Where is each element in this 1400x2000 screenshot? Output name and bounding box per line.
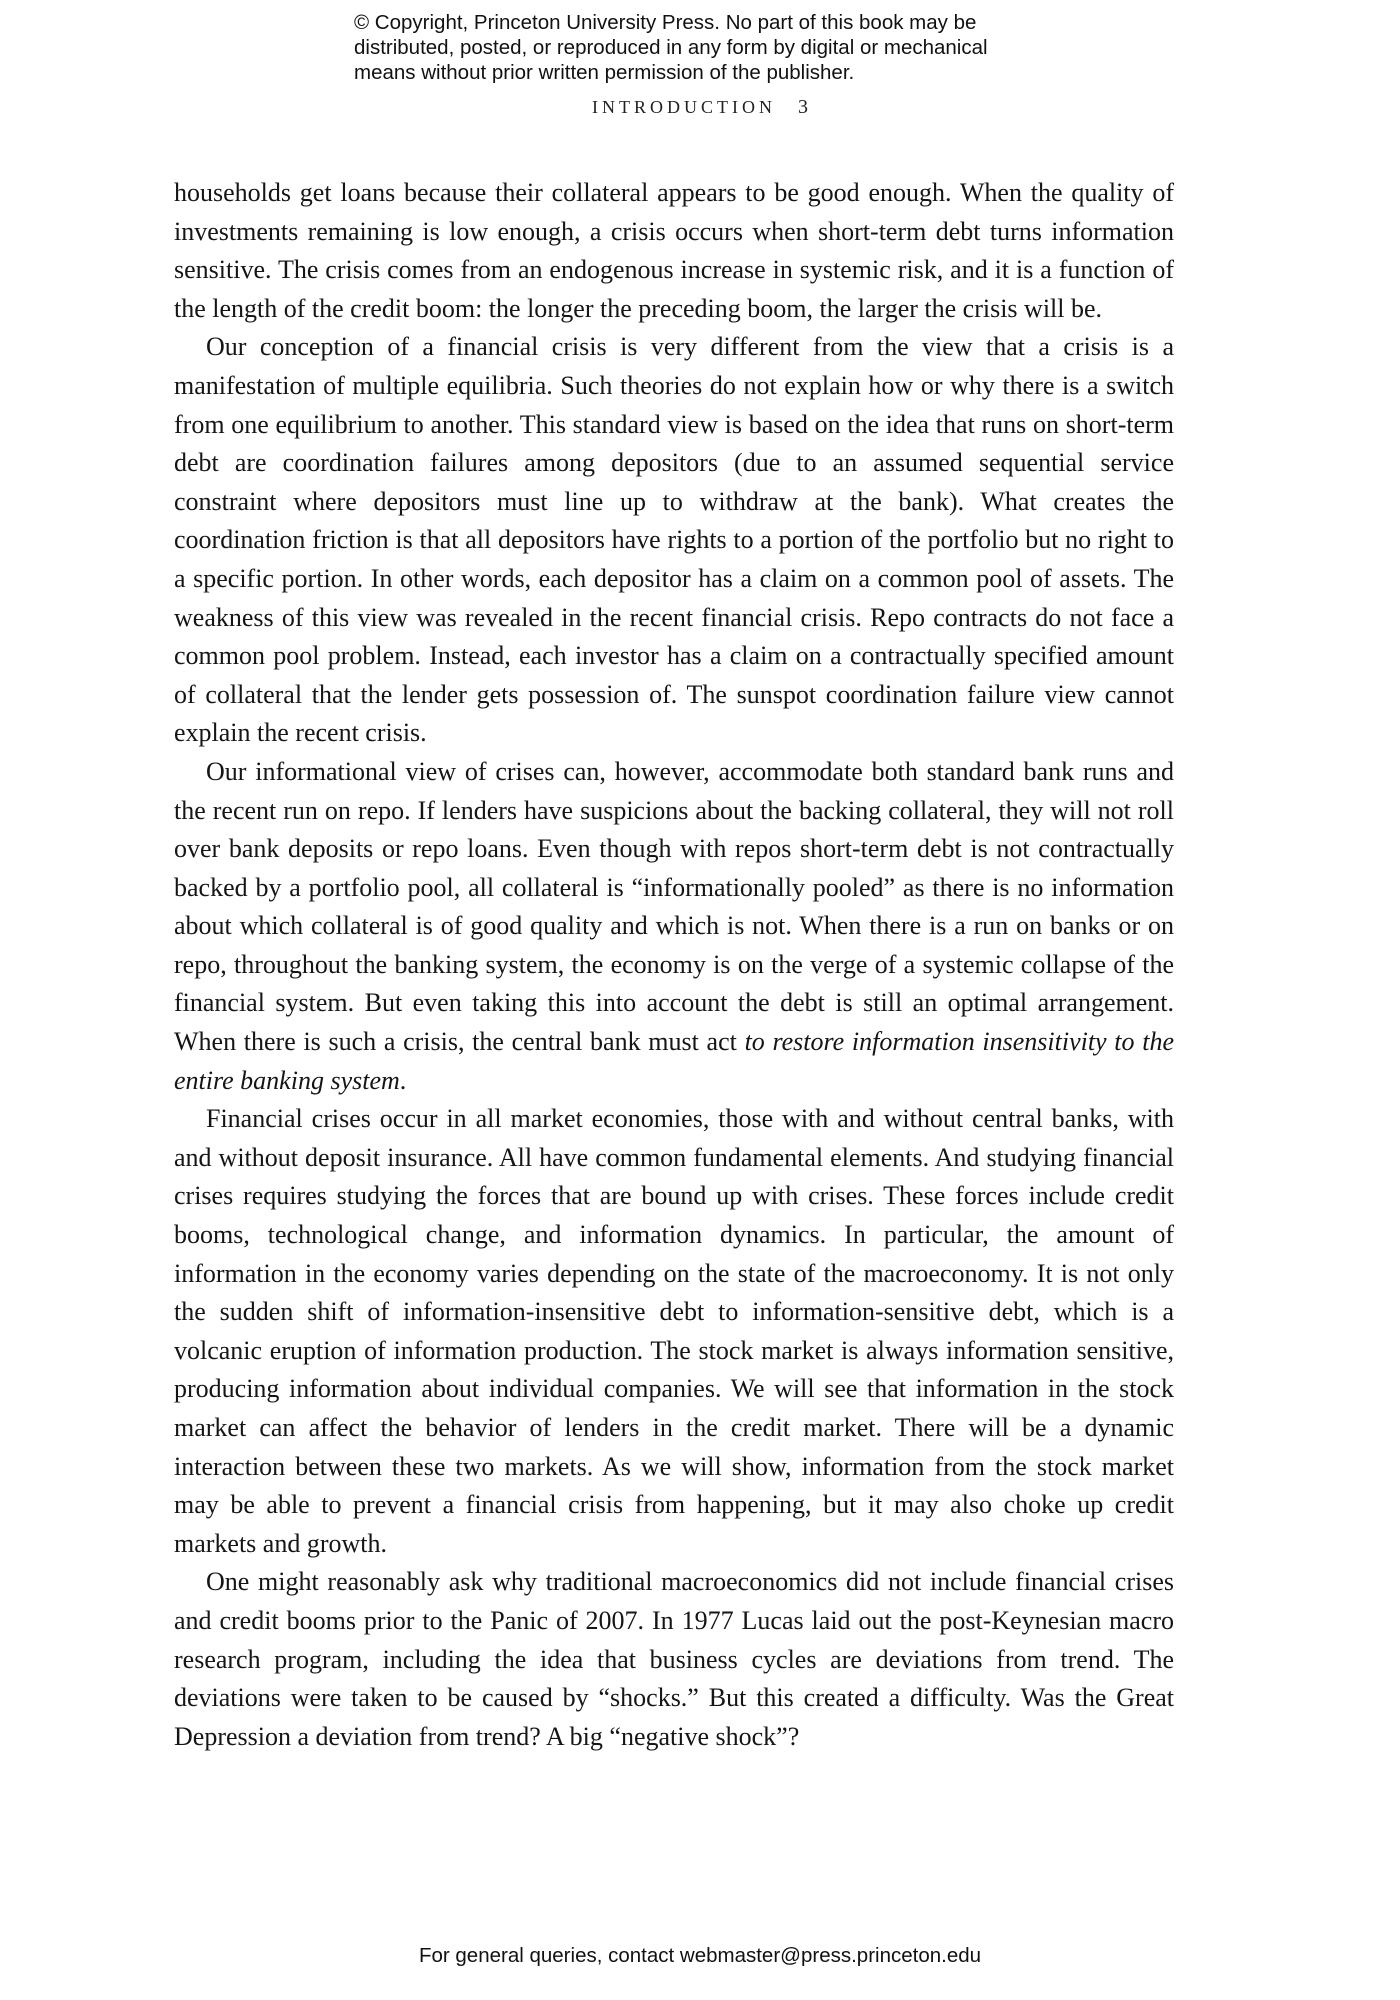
- paragraph-text: Financial crises occur in all market economies, those with and without central banks, with and without deposit insurance. All have common fundamental elements. And studying financial crises requires studying the forces that are bound up with crises. These forces include credit booms, technological change, and information dynamics. In particular, the amount of information in the economy varies depending on the state of the macroeconomy. It is not only the sudden shift of information-insensitive debt to information-sensitive debt, which is a volcanic eruption of information production. The stock market is always information sensitive, producing information about individual companies. We will see that information in the stock market can affect the behavior of lenders in the credit market. There will be a dynamic interaction between these two markets. As we will show, information from the stock market may be able to prevent a financial crisis from happening, but it may also choke up credit markets and growth.: [174, 1104, 1174, 1558]
- page-number: 3: [797, 96, 808, 118]
- paragraph: [174, 174, 1174, 328]
- copyright-line: means without prior written permission of the publisher.: [354, 61, 855, 84]
- footer-contact: For general queries, contact webmaster@press.princeton.edu: [418, 1944, 982, 1967]
- paragraph: [174, 753, 1174, 1100]
- running-head: [0, 96, 1400, 119]
- chapter-title: INTRODUCTION: [592, 97, 776, 117]
- paragraph: [174, 328, 1174, 753]
- copyright-line: © Copyright, Princeton University Press. No part of this book may be: [354, 11, 977, 34]
- paragraph-text: Our informational view of crises can, however, accommodate both standard bank runs and the recent run on repo. If lenders have suspicions about the backing collateral, they will not roll over bank deposits or repo loans. Even though with repos short-term debt is not contractually backed by a portfolio pool, all collateral is “informationally pooled” as there is no information about which collateral is of good quality and which is not. When there is a run on banks or on repo, throughout the banking system, the economy is on the verge of a systemic collapse of the financial system. But even taking this into account the debt is still an optimal arrangement. When there is such a crisis, the central bank must act: [174, 756, 1174, 1057]
- paragraph-text: Our conception of a financial crisis is very different from the view that a crisis is a manifestation of multiple equilibria. Such theories do not explain how or why there is a switch from one equilibrium to another. This standard view is based on the idea that runs on short-term debt are coordination failures among depositors (due to an assumed sequential service constraint where depositors must line up to withdraw at the bank). What creates the coordination friction is that all depositors have rights to a portion of the portfolio but no right to a specific portion. In other words, each depositor has a claim on a common pool of assets. The weakness of this view was revealed in the recent financial crisis. Repo contracts do not face a common pool problem. Instead, each investor has a claim on a contractually specified amount of collateral that the lender gets possession of. The sunspot coordination failure view cannot explain the recent crisis.: [174, 332, 1174, 748]
- paragraph: [174, 1100, 1174, 1563]
- paragraph-text: households get loans because their collateral appears to be good enough. When the quality of investments remaining is low enough, a crisis occurs when short-term debt turns information sensitive. The crisis comes from an endogenous increase in systemic risk, and it is a function of the length of the credit boom: the longer the preceding boom, the larger the crisis will be.: [174, 178, 1174, 323]
- paragraph-tail: .: [399, 1065, 407, 1095]
- paragraph-text: One might reasonably ask why traditional macroeconomics did not include financial crises and credit booms prior to the Panic of 2007. In 1977 Lucas laid out the post-Keynesian macro research program, including the idea that business cycles are deviations from trend. The deviations were taken to be caused by “shocks.” But this created a difficulty. Was the Great Depression a deviation from trend? A big “negative shock”?: [174, 1567, 1174, 1751]
- paragraph: [174, 1563, 1174, 1756]
- body-text: [174, 174, 1174, 1756]
- copyright-notice: [354, 10, 1114, 85]
- italic-emphasis: to restore information insensitivity to the entire banking system: [174, 1027, 1174, 1095]
- copyright-line: distributed, posted, or reproduced in any form by digital or mechanical: [354, 36, 988, 59]
